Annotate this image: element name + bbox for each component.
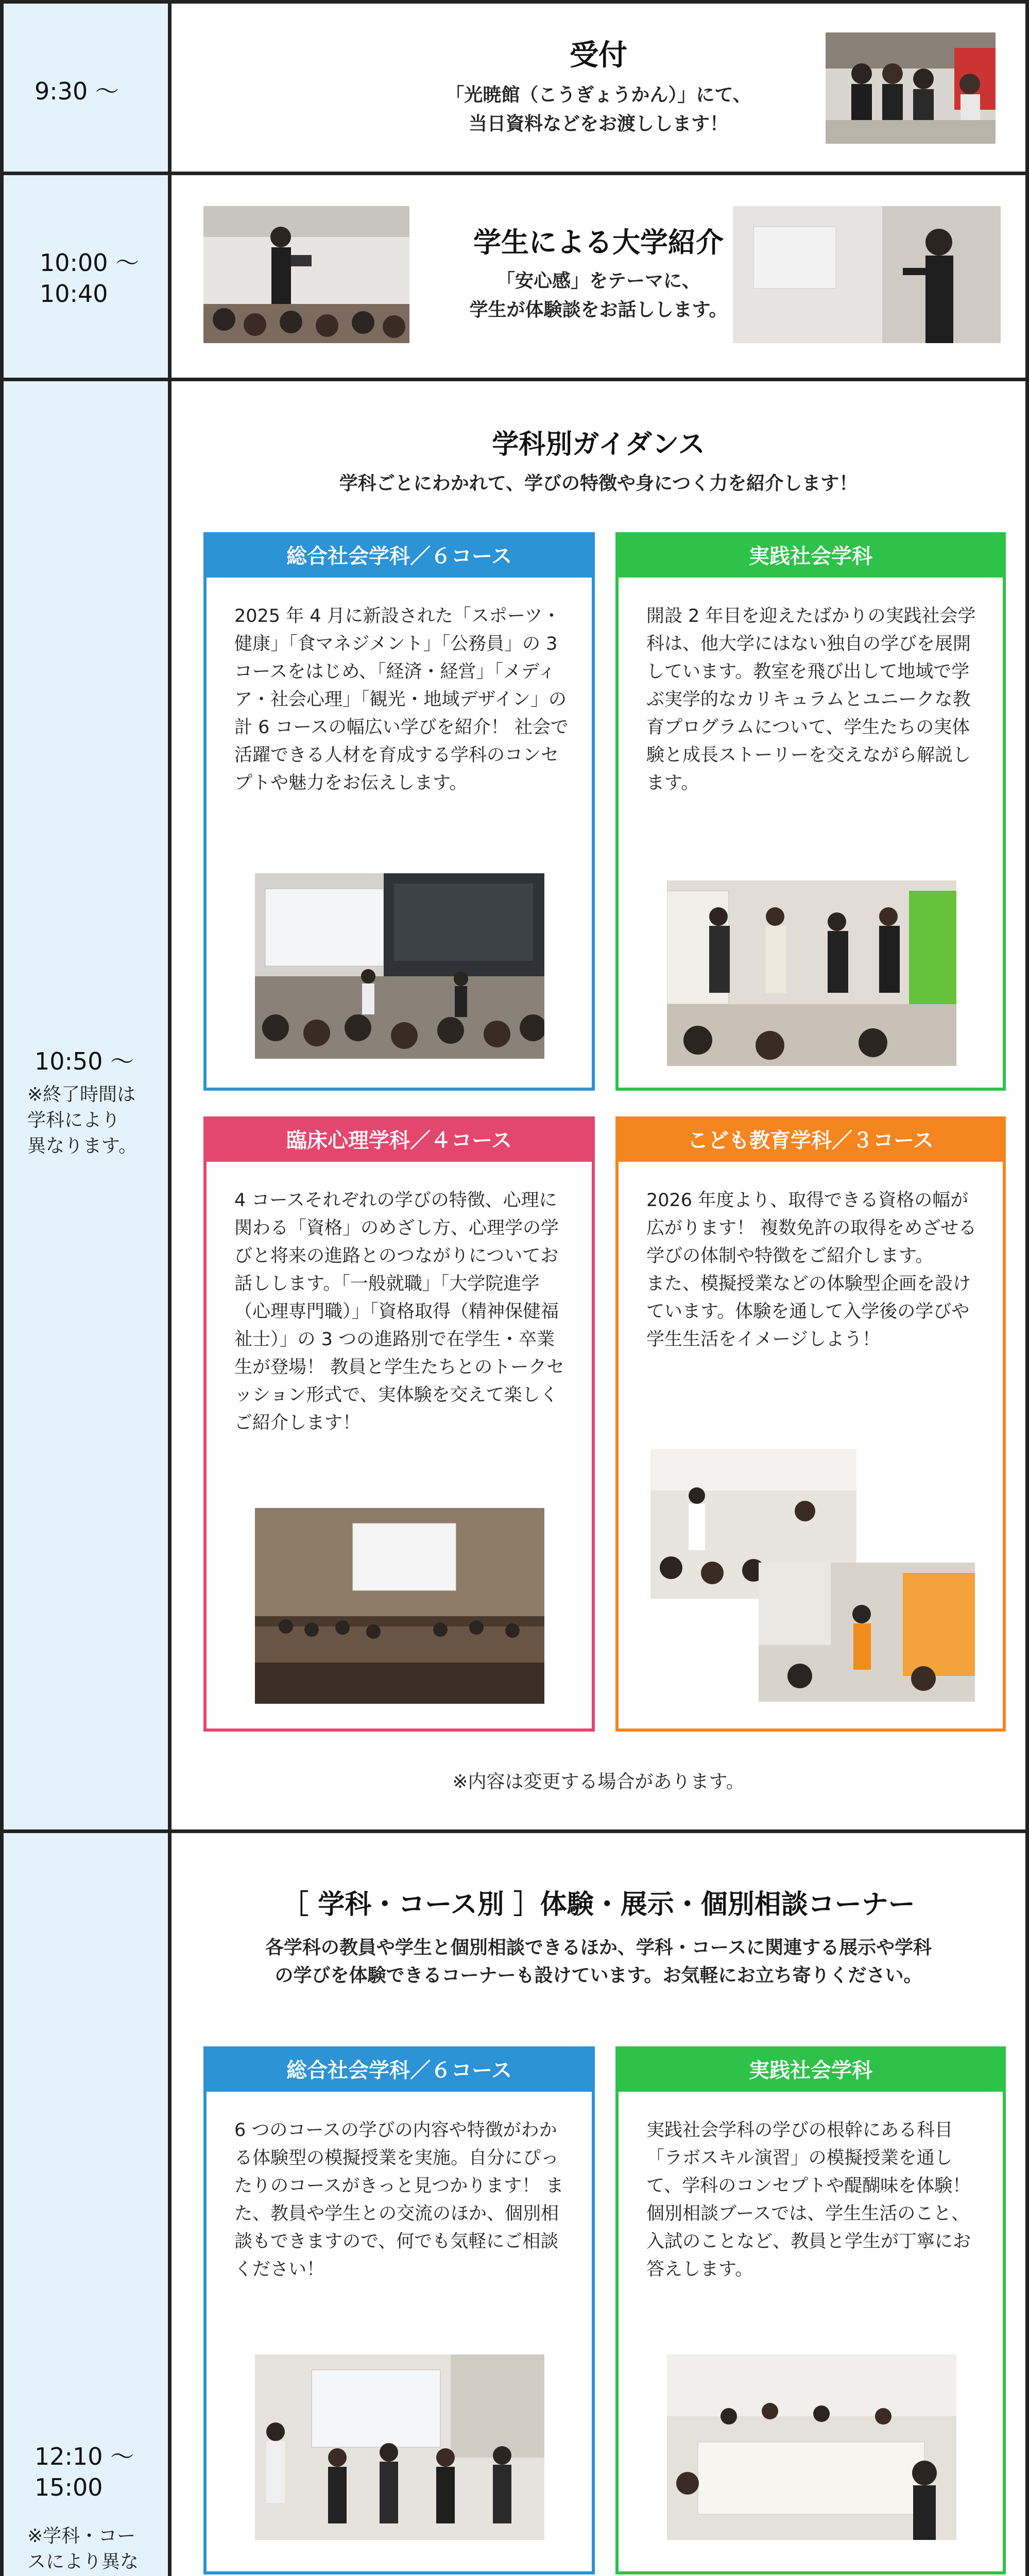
row-title: 学科別ガイダンス (492, 429, 705, 460)
schedule-row-guidance (0, 378, 1029, 1833)
row-description: 学科ごとにわかれて、学びの特徴や身につく力を紹介します！ (339, 473, 858, 494)
card-photo (255, 1508, 544, 1704)
content-cell (168, 172, 1029, 381)
card-rinsho-shinri (203, 1116, 595, 1732)
introduction-photo-right (733, 206, 1001, 343)
card-header: こども教育学科／３コース (619, 1120, 1003, 1162)
card-jissen-shakai (615, 532, 1006, 1091)
row-title: 学生による大学紹介 (473, 226, 724, 259)
card-body: 実践社会学科の学びの根幹にある科目「ラボスキル演習」の模擬授業を通して、学科のコンセプトや醍醐味を体験！ 個別相談ブースでは、学生生活のこと、入試のことなど、教員と学生が丁寧にお答えします。 (646, 2120, 971, 2280)
row-description: 「光暁館（こうぎょうかん）」にて、 当日資料などをお渡しします！ (445, 84, 751, 134)
card-body: 2026 年度より、取得できる資格の幅が広がります！ 複数免許の取得をめざせる学びの体制や特徴をご紹介します。 また、模擬授業などの体験型企画を設けています。体験を通して入学後の学びや学生生活をイメージしよう！ (646, 1190, 977, 1350)
time-label: 10:50 〜 (35, 1047, 134, 1075)
card-header: 総合社会学科／６コース (207, 535, 592, 578)
card-photo-2 (759, 1563, 975, 1702)
schedule-row-introduction (0, 172, 1029, 381)
card-body: 2025 年 4 月に新設された「スポーツ・健康」「食マネジメント」「公務員」の 3 コースをはじめ、「経済・経営」「メディア・社会心理」「観光・地域デザイン」の計 6 コースの幅広い学びを紹介！ 社会で活躍できる人材を育成する学科のコンセプトや魅力をお伝えします。 (234, 606, 569, 793)
reception-photo (826, 32, 996, 144)
card-kodomo-kyoiku (615, 1116, 1006, 1732)
content-cell (168, 1829, 1029, 2576)
card-photo (667, 2354, 956, 2540)
card-body: 4 コースそれぞれの学びの特徴、心理に関わる「資格」のめざし方、心理学の学びと将来の進路とのつながりについてお話しします。「一般就職」「大学院進学（心理専門職）」「資格取得（精神保健福祉士）」の 3 つの進路別で在学生・卒業生が登場！ 教員と学生たちとのトークセッション形式で、実体験を交えて楽しくご紹介します！ (234, 1190, 565, 1433)
card-photo (255, 873, 544, 1059)
notice-text: ※内容は変更する場合があります。 (452, 1771, 745, 1792)
time-cell (0, 0, 172, 175)
schedule-row-consultation (0, 1829, 1029, 2576)
row-title: 受付 (570, 39, 627, 72)
card-header: 実践社会学科 (619, 535, 1003, 578)
card-photo (255, 2354, 544, 2540)
time-label: 12:10 〜 15:00 (35, 2443, 134, 2501)
time-note: ※終了時間は 学科により 異なります。 (27, 1084, 138, 1157)
card-header: 実践社会学科 (619, 2049, 1003, 2092)
time-cell (0, 378, 172, 1833)
time-note: ※学科・コー スにより異な (27, 2526, 139, 2572)
time-cell (0, 172, 172, 381)
card-jissen-shakai (615, 2046, 1006, 2574)
content-cell (168, 378, 1029, 1833)
row-description: 「安心感」をテーマに、 学生が体験談をお話しします。 (469, 270, 728, 320)
card-body: 6 つのコースの学びの内容や特徴がわかる体験型の模擬授業を実施。自分にぴったりのコースがきっと見つかります！ また、教員や学生との交流のほか、個別相談もできますので、何でも気軽にご相談ください！ (234, 2120, 564, 2280)
content-cell (168, 0, 1029, 175)
card-header: 臨床心理学科／４コース (207, 1120, 592, 1162)
schedule-row-reception (0, 0, 1029, 175)
card-sogo-shakai (203, 532, 595, 1091)
card-body: 開設 2 年目を迎えたばかりの実践社会学科は、他大学にはない独自の学びを展開しています。教室を飛び出して地域で学ぶ実学的なカリキュラムとユニークな教育プログラムについて、学生たちの実体験と成長ストーリーを交えながら解説します。 (646, 606, 976, 793)
time-cell (0, 1829, 172, 2576)
card-sogo-shakai (203, 2046, 595, 2574)
time-label: 10:00 〜 10:40 (40, 249, 140, 308)
row-title: ［ 学科・コース別 ］体験・展示・個別相談コーナー (282, 1889, 915, 1920)
time-label: 9:30 〜 (35, 77, 119, 105)
card-photo (667, 880, 956, 1066)
row-description: 各学科の教員や学生と個別相談できるほか、学科・コースに関連する展示や学科 の学びを体験できるコーナーも設けています。お気軽にお立ち寄りください。 (265, 1937, 932, 1986)
card-header: 総合社会学科／６コース (207, 2049, 592, 2092)
